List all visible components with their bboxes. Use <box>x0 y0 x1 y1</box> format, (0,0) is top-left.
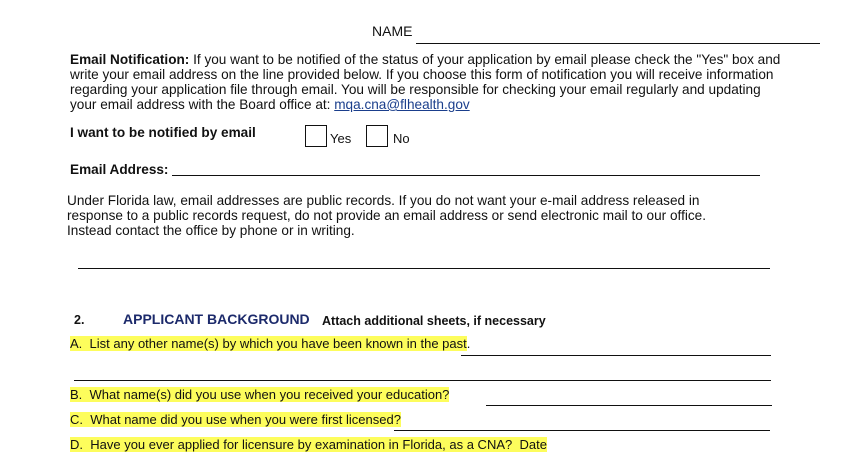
item-c-field-line[interactable] <box>394 430 770 431</box>
item-d <box>70 437 547 452</box>
item-a-period: . <box>466 336 471 351</box>
email-notification-heading: Email Notification: <box>70 52 190 67</box>
email-notification-line-1 <box>70 52 780 67</box>
no-checkbox[interactable] <box>366 125 388 147</box>
item-c <box>70 412 401 427</box>
item-b-question: What name(s) did you use when you received your education? <box>89 387 450 402</box>
notify-label: I want to be notified by email <box>70 125 256 140</box>
item-a-continuation-line[interactable] <box>74 380 771 381</box>
item-a-question: List any other name(s) by which you have been known in the past <box>89 336 467 351</box>
name-field-line[interactable] <box>416 43 820 44</box>
yes-label: Yes <box>330 131 352 146</box>
section-2-number: 2. <box>74 313 85 327</box>
public-records-line-2: response to a public records request, do not provide an email address or send electronic mail to our office. <box>67 208 707 223</box>
item-a <box>70 336 470 351</box>
email-notification-text-4: your email address with the Board office at: <box>70 97 335 112</box>
email-notification-line-4 <box>70 97 470 112</box>
item-b-field-line[interactable] <box>486 405 772 406</box>
item-b-prefix: B. <box>70 387 83 402</box>
email-address-label: Email Address: <box>70 162 169 177</box>
public-records-line-1: Under Florida law, email addresses are public records. If you do not want your e-mail address released in <box>67 193 700 208</box>
email-notification-text-1: If you want to be notified of the status of your application by email please check the "Yes" box and <box>189 52 781 67</box>
item-d-text <box>70 437 547 452</box>
item-b <box>70 387 449 402</box>
item-a-field-line[interactable] <box>461 355 771 356</box>
email-notification-line-2: write your email address on the line provided below. If you choose this form of notification you will receive information <box>70 67 774 82</box>
section-2-title: APPLICANT BACKGROUND <box>123 311 310 327</box>
email-address-field-line[interactable] <box>172 175 760 176</box>
item-b-text <box>70 387 449 402</box>
section-2-note: Attach additional sheets, if necessary <box>322 314 546 328</box>
item-d-question: Have you ever applied for licensure by examination in Florida, as a CNA? <box>90 437 513 452</box>
item-c-question: What name did you use when you were first licensed? <box>90 412 401 427</box>
email-notification-line-3: regarding your application file through email. You will be responsible for checking your email regularly and updating <box>70 82 761 97</box>
item-c-prefix: C. <box>70 412 83 427</box>
no-label: No <box>393 131 410 146</box>
name-label: NAME <box>372 23 413 39</box>
item-d-prefix: D. <box>70 437 83 452</box>
signature-field-line[interactable] <box>78 268 770 269</box>
item-a-prefix: A. <box>70 336 83 351</box>
board-email-link[interactable]: mqa.cna@flhealth.gov <box>334 97 470 112</box>
item-a-text <box>70 336 467 351</box>
public-records-line-3: Instead contact the office by phone or in writing. <box>67 223 355 238</box>
yes-checkbox[interactable] <box>305 125 327 147</box>
item-d-date-label: Date <box>519 437 547 452</box>
item-c-text <box>70 412 401 427</box>
